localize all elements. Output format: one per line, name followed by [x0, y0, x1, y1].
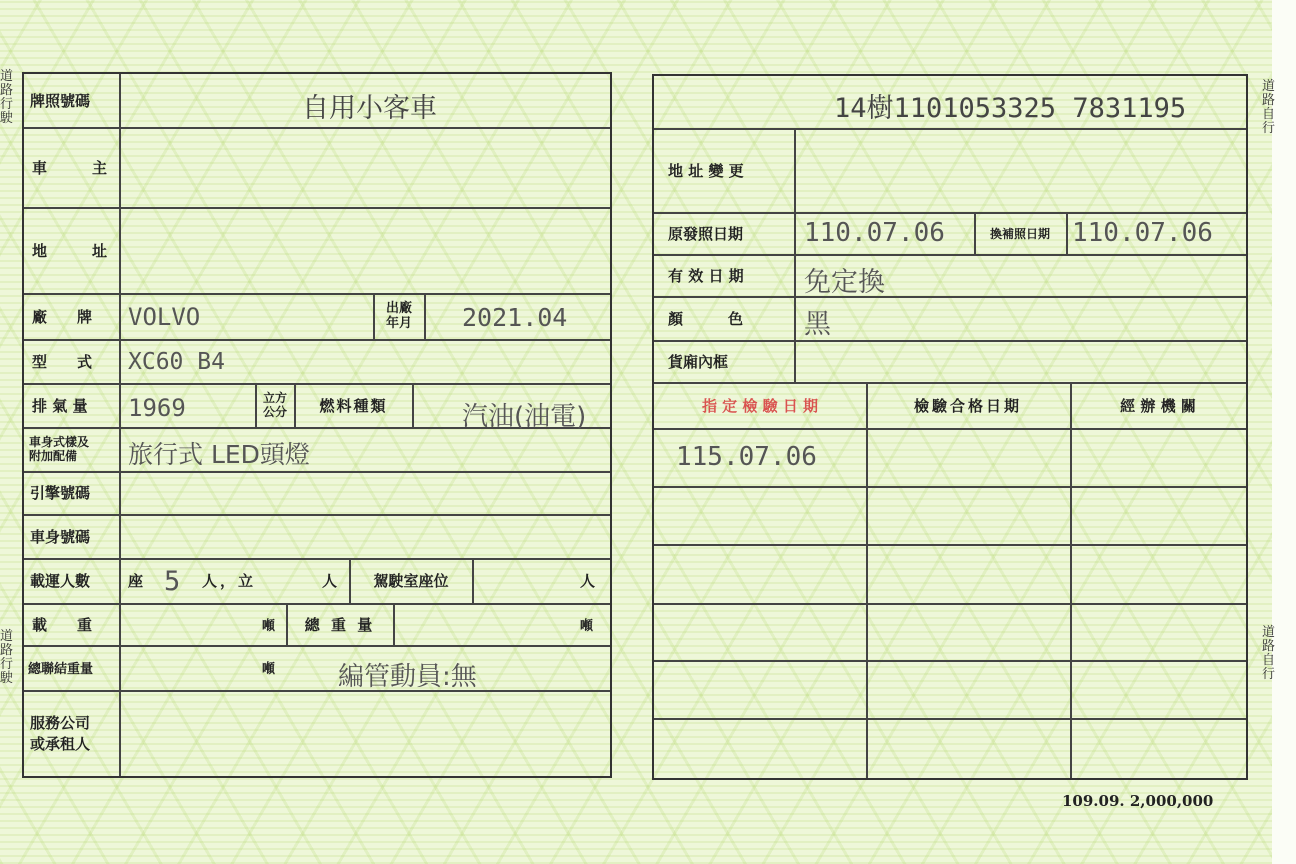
driver-seat-label: 駕駛室座位: [373, 572, 449, 590]
displacement-value: 1969: [128, 394, 186, 422]
plate-value: 自用小客車: [302, 93, 437, 124]
ton-text-gross: 噸: [580, 618, 594, 634]
right-edge-text-top: 道 路 自 行: [1262, 79, 1276, 136]
mfg-date-value: 2021.04: [462, 303, 568, 332]
seat-text: 座: [128, 572, 144, 590]
fuel-type-value: 汽油(油電): [462, 402, 587, 432]
reissue-date-label: 換補照日期: [989, 226, 1050, 241]
person-stand-text: 人，立: [202, 572, 257, 590]
mobilization-value: 編管動員:無: [338, 662, 477, 692]
ton-text-load: 噸: [262, 618, 276, 634]
service-company-label: 服務公司 或承租人: [30, 714, 91, 753]
left-edge-text-bottom: 道 路 行 駛: [0, 629, 14, 686]
inspection-date-header: 指 定 檢 驗 日 期: [701, 396, 819, 415]
agency-header: 經 辦 機 關: [1120, 396, 1196, 415]
brand-value: VOLVO: [128, 303, 201, 331]
cargo-frame-label: 貨廂內框: [668, 352, 729, 371]
driver-person-text: 人: [580, 572, 596, 590]
color-value: 黑: [804, 309, 831, 340]
capacity-label: 載運人數: [30, 572, 91, 590]
address-label: 地 址: [32, 241, 108, 260]
valid-date-value: 免定換: [804, 267, 885, 298]
ton-text-combined: 噸: [262, 662, 276, 677]
inspection-pass-date-header: 檢驗合格日期: [913, 396, 1022, 415]
engine-number-label: 引擎號碼: [30, 484, 91, 502]
fuel-type-label: 燃料種類: [319, 396, 388, 415]
address-change-label: 地 址 變 更: [668, 161, 744, 180]
right-edge-text-bottom: 道 路 自 行: [1262, 625, 1276, 682]
brand-label: 廠 牌: [32, 307, 93, 326]
seat-value: 5: [164, 566, 181, 597]
right-panel: [652, 74, 1248, 780]
mfg-date-label: 出廠 年月: [385, 301, 412, 331]
registration-number-value: 14樹1101053325 7831195: [834, 93, 1187, 124]
inspection-date-value-1: 115.07.06: [676, 442, 817, 472]
left-panel: [22, 72, 612, 778]
model-value: XC60 B4: [128, 349, 225, 375]
chassis-number-label: 車身號碼: [30, 527, 91, 546]
print-code: 109.09. 2,000,000: [1062, 792, 1214, 810]
load-label: 載 重: [32, 615, 93, 634]
owner-label: 車 主: [32, 158, 108, 177]
left-edge-text-top: 道 路 行 駛: [0, 69, 14, 126]
gross-weight-label: 總 重 量: [304, 615, 376, 634]
plate-number-label: 牌照號碼: [30, 92, 91, 110]
body-style-value: 旅行式 LED頭燈: [128, 440, 310, 469]
color-label: 顏 色: [668, 309, 744, 328]
combined-weight-label: 總聯結重量: [28, 662, 94, 677]
reissue-date-value: 110.07.06: [1072, 218, 1213, 248]
person-text: 人: [322, 572, 338, 590]
valid-date-label: 有 效 日 期: [668, 266, 744, 285]
body-style-label: 車身式樣及 附加配備: [29, 435, 90, 463]
original-issue-date-label: 原發照日期: [668, 224, 744, 243]
original-issue-date-value: 110.07.06: [804, 218, 945, 248]
model-label: 型 式: [32, 352, 93, 371]
displacement-label: 排 氣 量: [32, 396, 88, 415]
cubic-cm-label: 立方 公分: [262, 391, 287, 419]
